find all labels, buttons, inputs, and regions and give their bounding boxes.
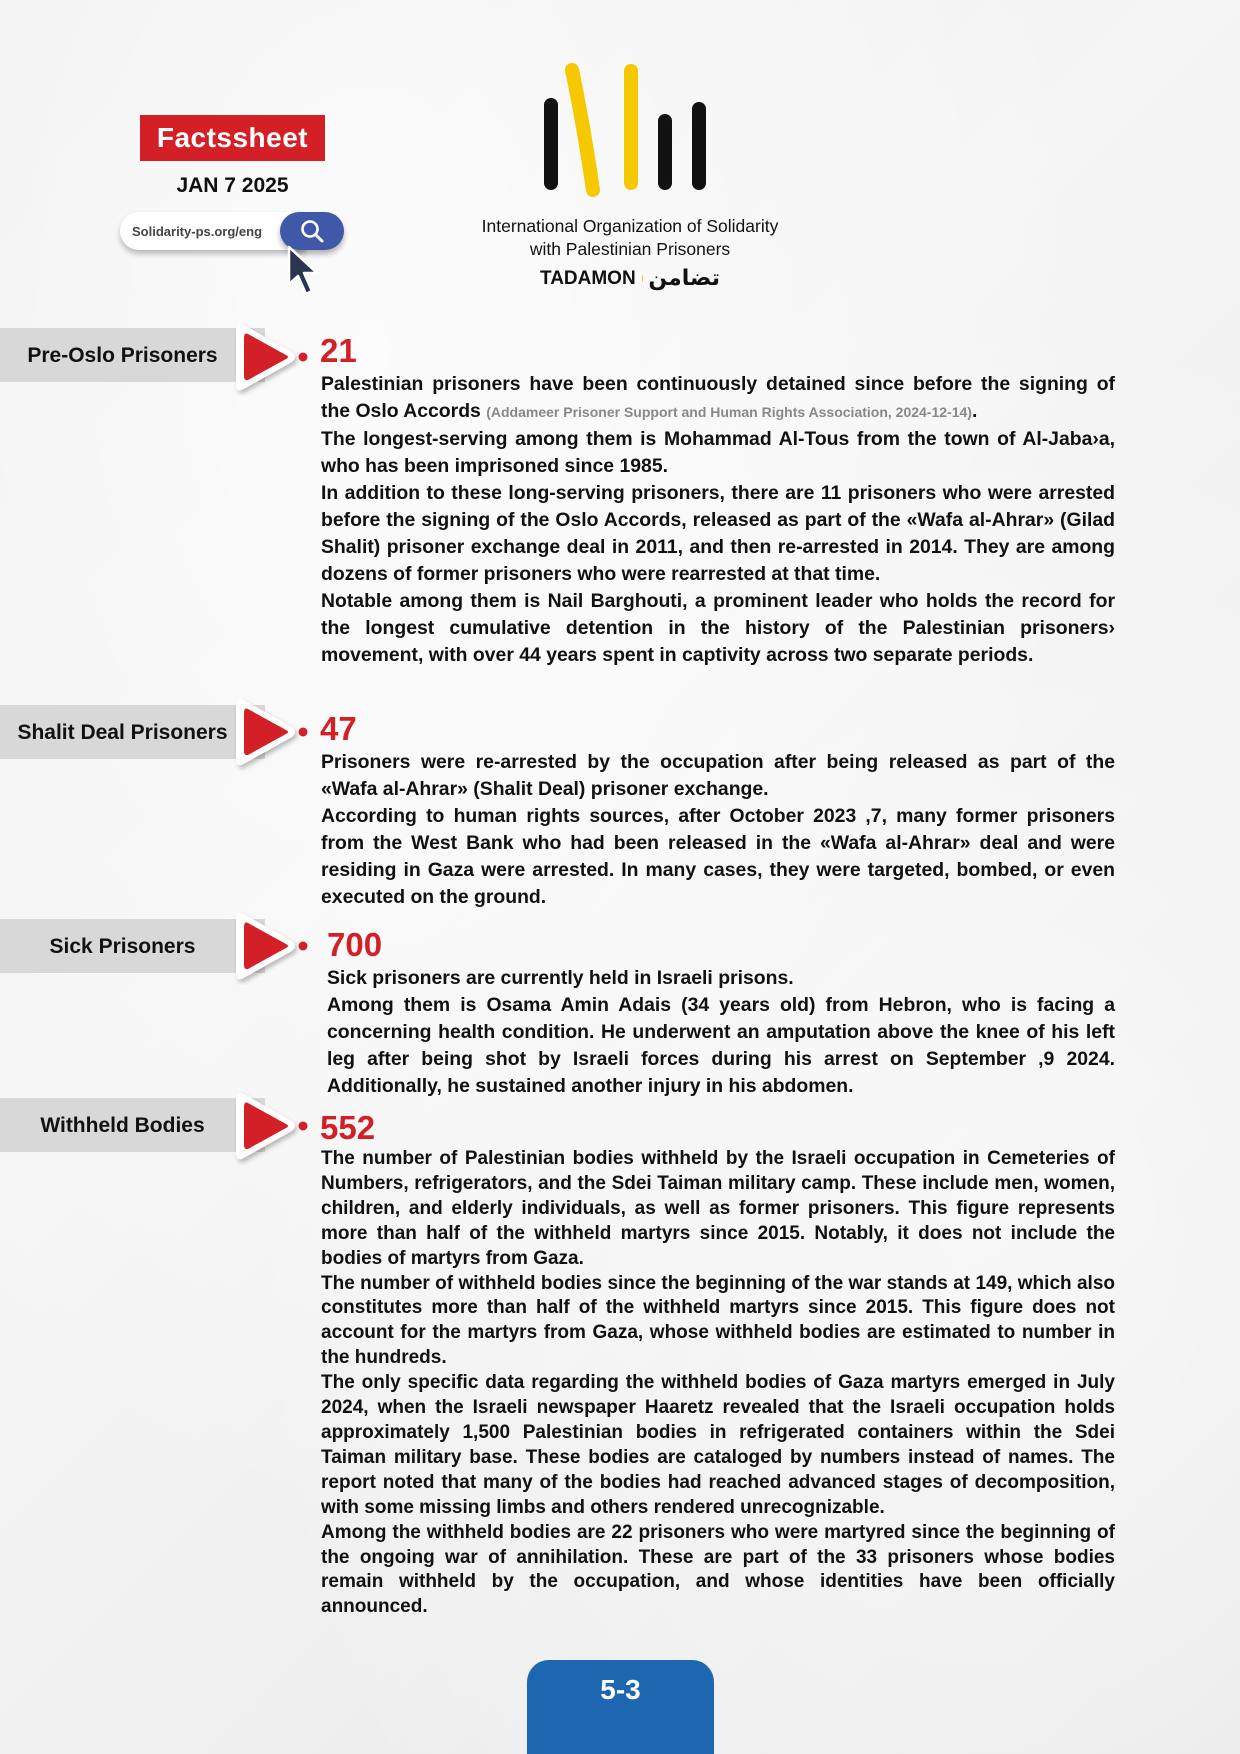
search-input[interactable]: Solidarity-ps.org/eng [120, 212, 305, 250]
page-number: 5-3 [527, 1660, 714, 1754]
play-arrow-icon [232, 1087, 310, 1165]
tadamon-dot [642, 275, 643, 282]
play-arrow-icon [232, 907, 310, 985]
section-label-pre-oslo: Pre-Oslo Prisoners [0, 328, 265, 382]
play-arrow-icon [232, 693, 310, 771]
section-text-sick [327, 965, 1115, 1100]
paragraph: Palestinian prisoners have been continuously detained since before the signing of the Oslo Accords (Addameer Prisoner Support and Human Rights Association, 2024-12-14). [321, 373, 1115, 422]
paragraph: Prisoners were re-arrested by the occupation after being released as part of the «Wafa al-Ahrar» (Shalit Deal) prisoner exchange. [321, 751, 1115, 800]
paragraph: In addition to these long-serving prisoners, there are 11 prisoners who were arrested before the signing of the Oslo Accords, released as part of the «Wafa al-Ahrar» (Gilad Shalit) prisoner exchange deal in 2011, and then re-arrested in 2014. They are among dozens of former prisoners who were rearrested at that time. [321, 482, 1115, 585]
paragraph: Among the withheld bodies are 22 prisoners who were martyred since the beginning of the ongoing war of annihilation. These are part of the 33 prisoners whose bodies remain withheld by the occupation, and whose identities have been officially announced. [321, 1521, 1115, 1618]
play-arrow-icon [232, 318, 310, 396]
factsheet-badge: Factssheet [140, 115, 325, 161]
stat-number: 47 [320, 710, 357, 747]
section-label-shalit: Shalit Deal Prisoners [0, 705, 265, 759]
paragraph: Notable among them is Nail Barghouti, a prominent leader who holds the record for the longest cumulative detention in the history of the Palestinian prisoners› movement, with over 44 years spent in captivity across two separate periods. [321, 590, 1115, 666]
section-label-sick: Sick Prisoners [0, 919, 265, 973]
stat-number: 700 [327, 926, 383, 963]
paragraph: Sick prisoners are currently held in Israeli prisons. [327, 967, 794, 989]
stat-number: 552 [320, 1109, 376, 1146]
stat-number: 21 [320, 332, 357, 369]
tadamon-wordmark [540, 266, 720, 291]
organization-name [420, 215, 840, 261]
paragraph: The only specific data regarding the withheld bodies of Gaza martyrs emerged in July 2024, when the Israeli newspaper Haaretz revealed that the Israeli occupation holds approximately 1,500 Palestinian bodies in refrigerated containers within the Sdei Taiman military base. These bodies are cataloged by numbers instead of names. The report noted that many of the bodies had reached advanced stages of decomposition, with some missing limbs and others rendered unrecognizable. [321, 1372, 1115, 1518]
search-icon [299, 218, 325, 244]
tadamon-latin: TADAMON [540, 267, 636, 289]
tadamon-logo-icon [535, 62, 725, 197]
paragraph: The number of Palestinian bodies withheld by the Israeli occupation in Cemeteries of Numbers, refrigerators, and the Sdei Taiman military camp. These include men, women, children, and elderly individuals, as well as former prisoners. This figure represents more than half of the withheld martyrs since 2015. Notably, it does not include the bodies of martyrs from Gaza. [321, 1148, 1115, 1269]
paragraph: The number of withheld bodies since the beginning of the war stands at 149, which also constitutes more than half of the withheld martyrs since 2015. This figure does not account for the martyrs from Gaza, whose withheld bodies are estimated to number in the hundreds. [321, 1272, 1115, 1369]
section-label-withheld: Withheld Bodies [0, 1098, 265, 1152]
paragraph: The longest-serving among them is Mohammad Al-Tous from the town of Al-Jaba›a, who has been imprisoned since 1985. [321, 428, 1115, 477]
section-text-withheld [321, 1147, 1115, 1620]
tadamon-arabic: تضامن [648, 266, 720, 291]
org-name-line2: with Palestinian Prisoners [529, 239, 731, 259]
section-text-shalit [321, 749, 1115, 911]
source-citation: (Addameer Prisoner Support and Human Rights Association, 2024-12-14) [486, 404, 972, 420]
paragraph: According to human rights sources, after October 2023 ,7, many former prisoners from the West Bank who had been released in the «Wafa al-Ahrar» deal and were residing in Gaza were arrested. In many cases, they were targeted, bombed, or even executed on the ground. [321, 805, 1115, 908]
paragraph: Among them is Osama Amin Adais (34 years old) from Hebron, who is facing a concerning health condition. He underwent an amputation above the knee of his left leg after being shot by Israeli forces during his arrest on September ,9 2024. Additionally, he sustained another injury in his abdomen. [327, 994, 1115, 1097]
org-name-line1: International Organization of Solidarity [481, 216, 779, 236]
date: JAN 7 2025 [176, 174, 289, 197]
section-text-pre-oslo [321, 371, 1115, 669]
cursor-icon [286, 244, 322, 300]
